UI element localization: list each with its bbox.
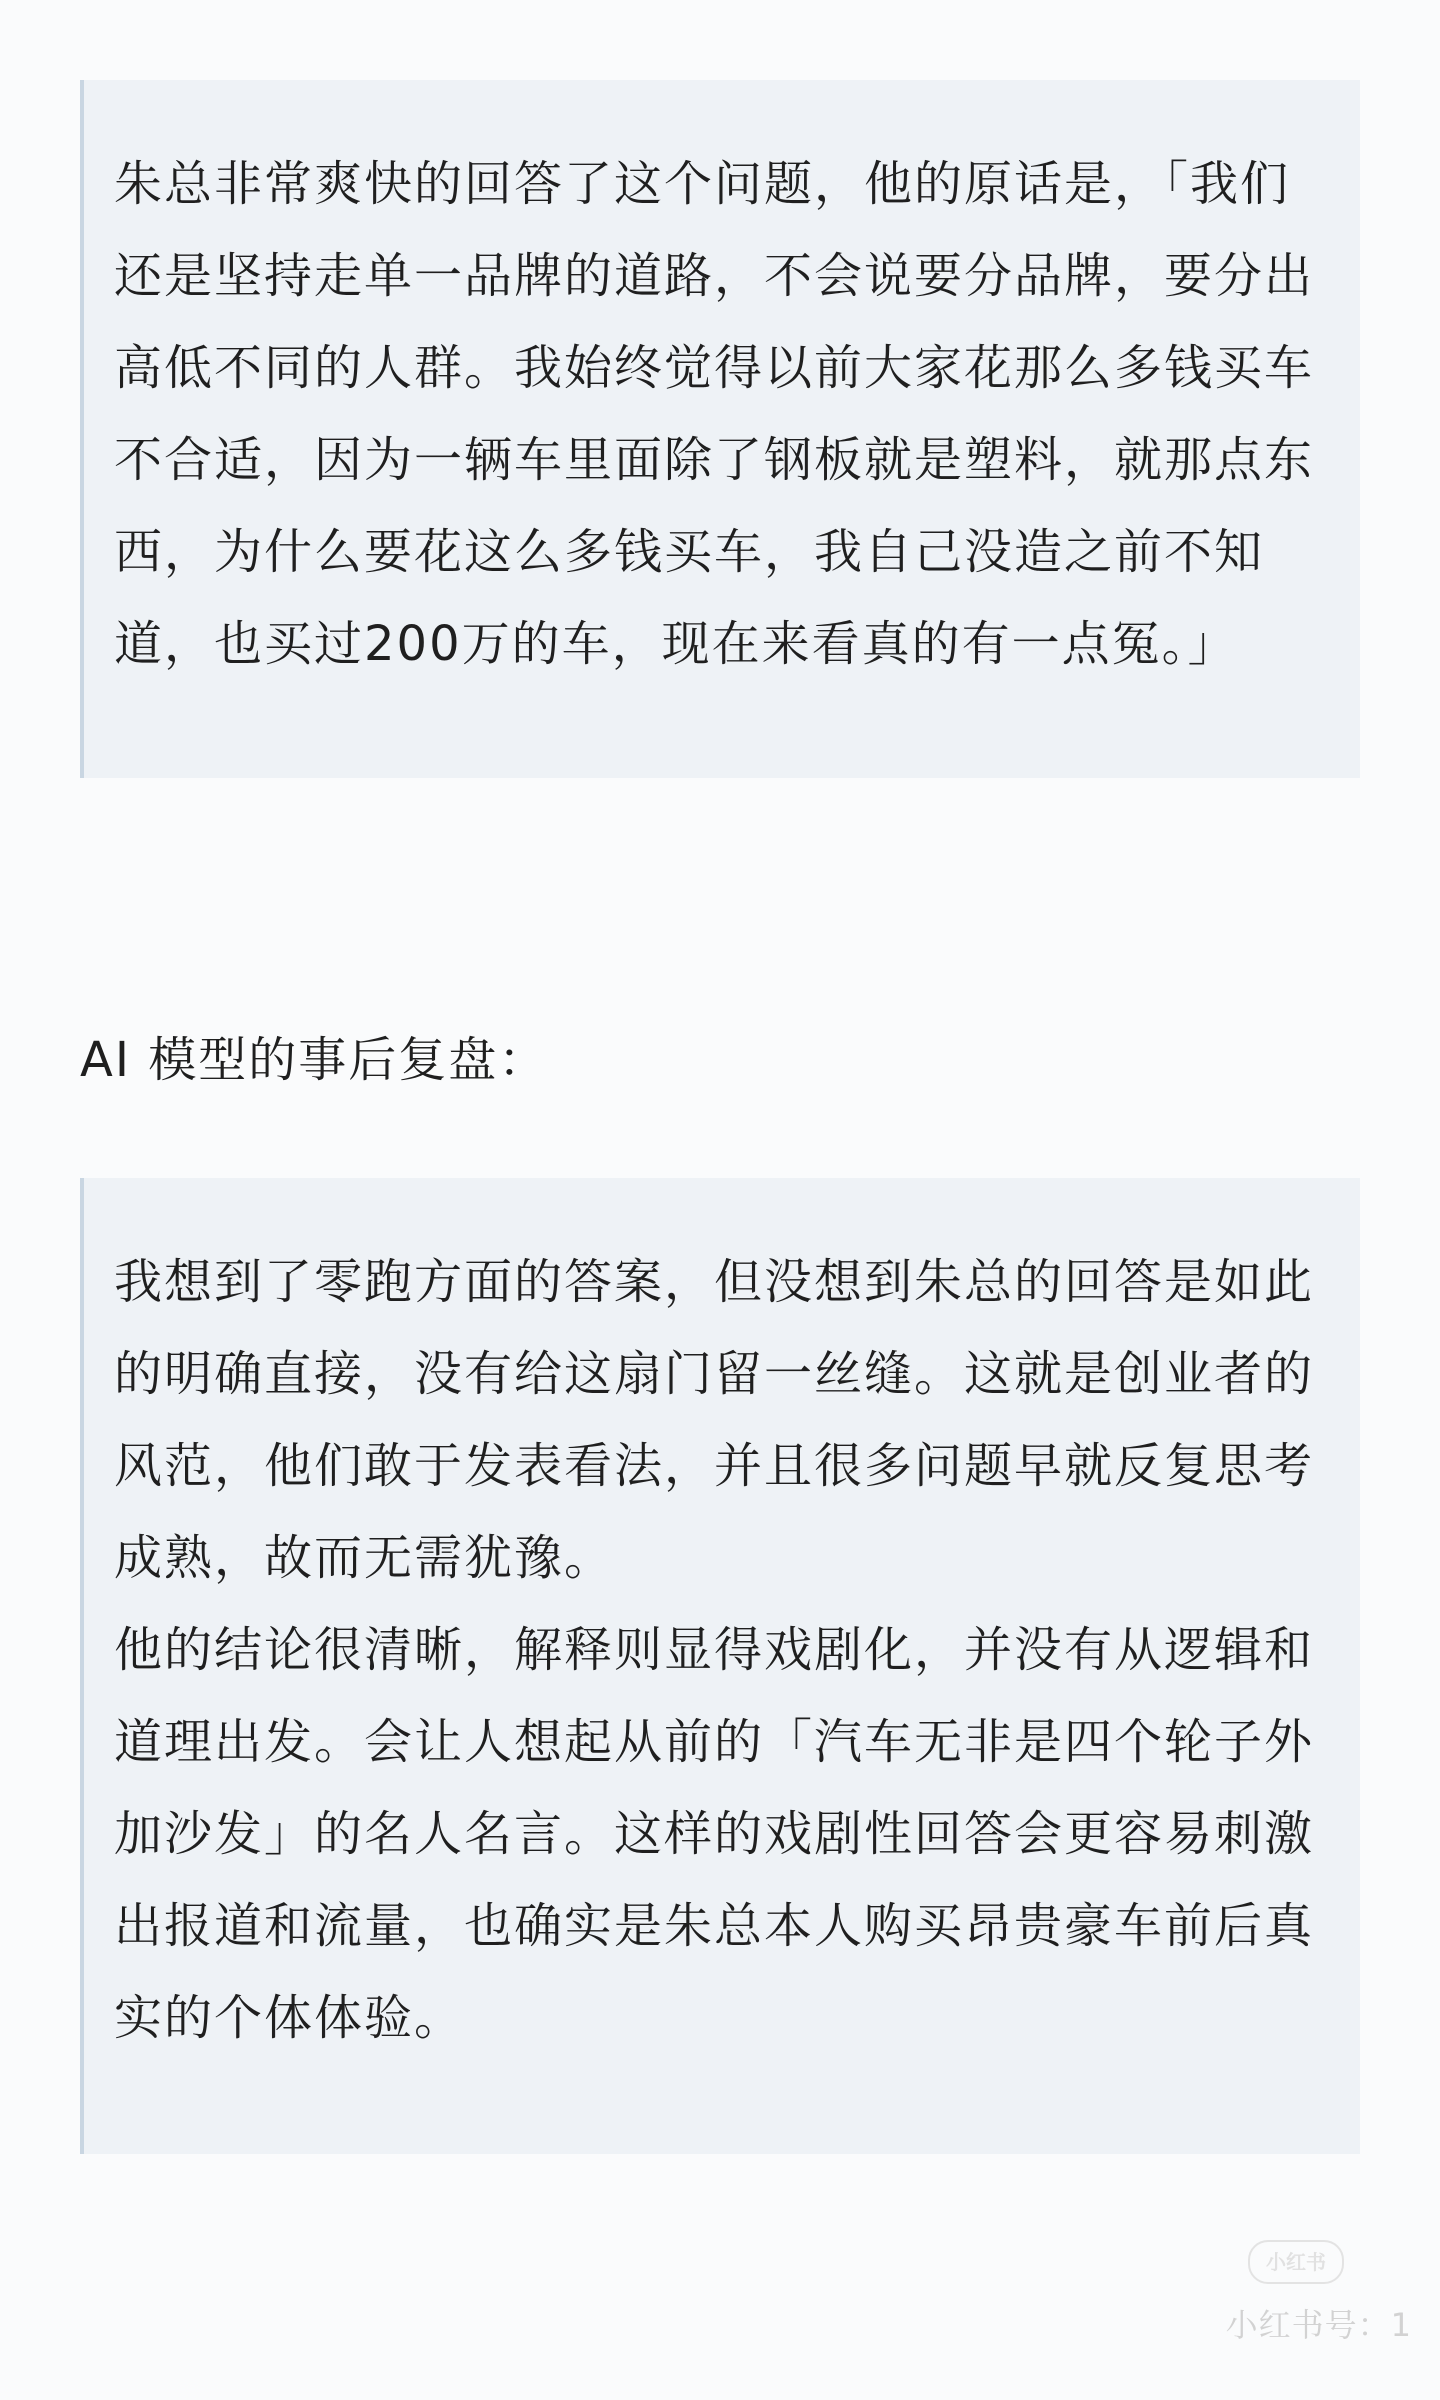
ai-review-paragraph-1: 我想到了零跑方面的答案，但没想到朱总的回答是如此的明确直接，没有给这扇门留一丝缝。这就是创业者的风范，他们敢于发表看法，并且很多问题早就反复思考成熟，故而无需犹豫。 xyxy=(114,1254,1315,1586)
quote-original-statement-text: 朱总非常爽快的回答了这个问题，他的原话是，「我们还是坚持走单一品牌的道路，不会说要分品牌，要分出高低不同的人群。我始终觉得以前大家花那么多钱买车不合适，因为一辆车里面除了钢板就是塑料，就那点东西，为什么要花这么多钱买车，我自己没造之前不知道，也买过200万的车，现在来看真的有一点冤。」 xyxy=(114,156,1315,672)
xiaohongshu-logo-watermark: 小红书 xyxy=(1248,2240,1344,2284)
quote-block-original-statement xyxy=(80,80,1360,778)
section-heading-ai-review: AI 模型的事后复盘： xyxy=(80,1032,549,1088)
account-id-watermark: 小红书号：1 xyxy=(1225,2306,1412,2344)
ai-review-paragraph-2: 他的结论很清晰，解释则显得戏剧化，并没有从逻辑和道理出发。会让人想起从前的「汽车无非是四个轮子外加沙发」的名人名言。这样的戏剧性回答会更容易刺激出报道和流量，也确实是朱总本人购买昂贵豪车前后真实的个体体验。 xyxy=(114,1622,1315,2046)
quote-block-ai-review xyxy=(80,1178,1360,2154)
